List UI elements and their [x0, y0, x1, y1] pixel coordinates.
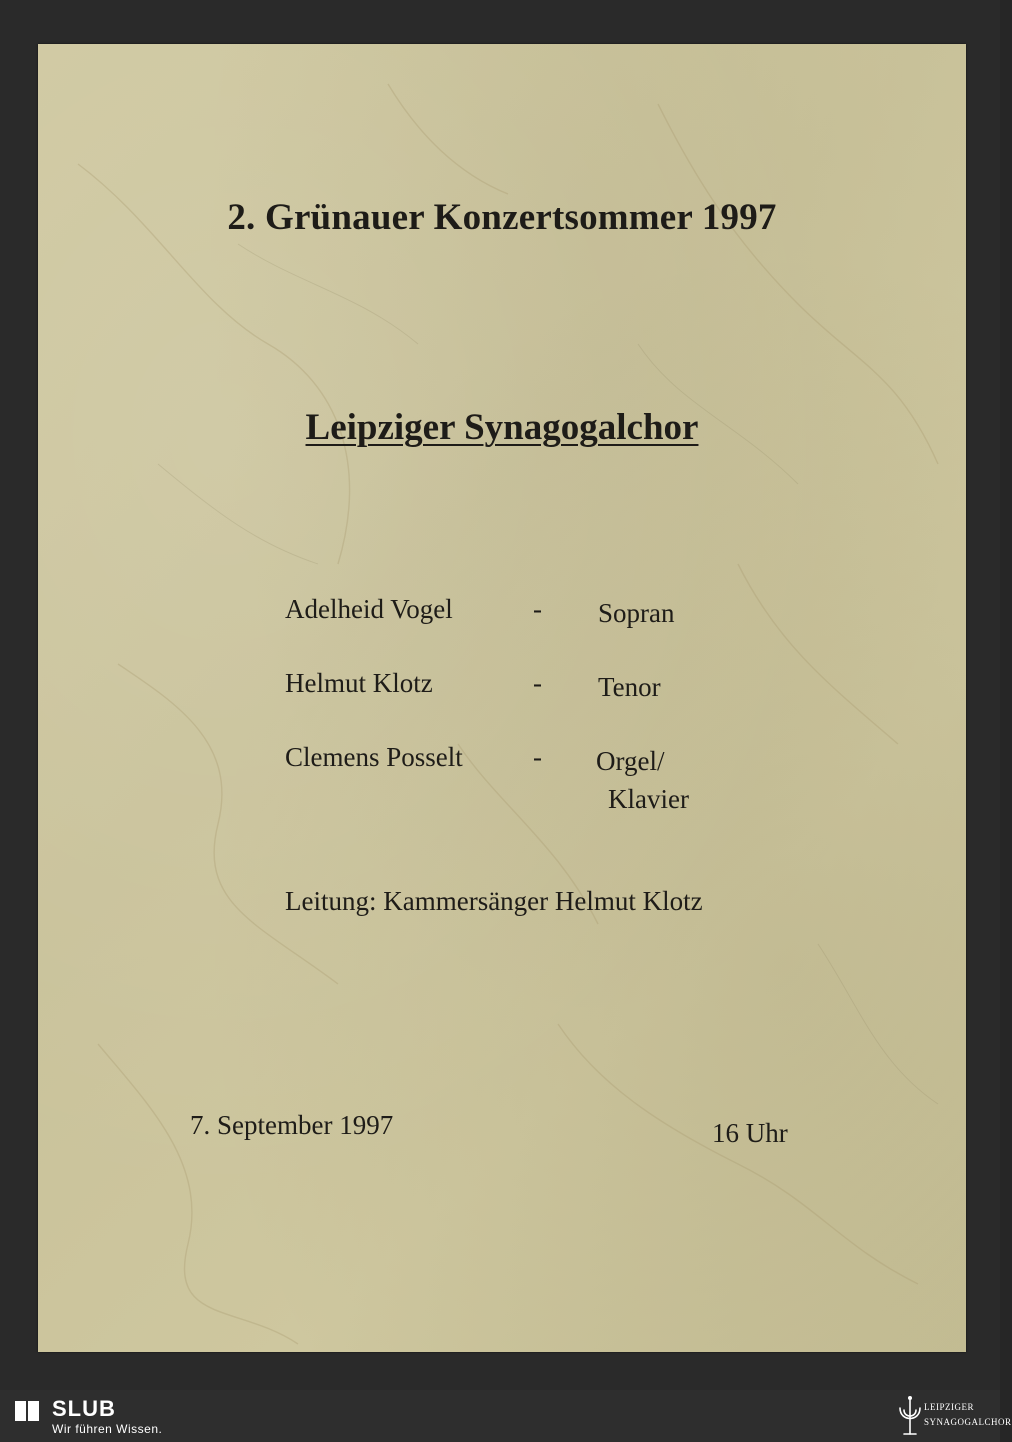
separator-dash: -: [533, 742, 542, 772]
performer-role: Tenor: [598, 672, 661, 702]
performer-list: [285, 594, 785, 816]
library-name: SLUB: [52, 1396, 116, 1421]
separator-dash: -: [533, 594, 542, 624]
performer-role: Sopran: [598, 598, 675, 628]
concert-series-title: 2. Grünauer Konzertsommer 1997: [227, 197, 777, 238]
performer-name: Adelheid Vogel: [285, 594, 453, 624]
concert-date: 7. September 1997: [190, 1110, 394, 1140]
separator-dash: -: [533, 668, 542, 698]
program-sheet: [38, 44, 966, 1352]
concert-time: 16 Uhr: [712, 1118, 788, 1148]
footer-bar: [0, 1390, 1012, 1442]
library-tagline: Wir führen Wissen.: [52, 1422, 163, 1436]
choir-name: Leipziger Synagogalchor: [305, 407, 699, 448]
slub-logo-icon: [14, 1398, 40, 1424]
choir-wordmark-line: SYNAGOGALCHOR: [924, 1417, 1012, 1427]
performer-name: Helmut Klotz: [285, 668, 433, 698]
performer-row: [285, 742, 785, 816]
performer-role-line: Klavier: [608, 784, 689, 814]
performer-row: [285, 594, 785, 668]
conductor-line: Leitung: Kammersänger Helmut Klotz: [285, 886, 703, 916]
choir-wordmark: [924, 1400, 1012, 1430]
performer-row: [285, 668, 785, 742]
menorah-logo-icon: [896, 1394, 924, 1438]
performer-role: [596, 742, 689, 818]
performer-name: Clemens Posselt: [285, 742, 463, 772]
choir-wordmark-line: LEIPZIGER: [924, 1402, 974, 1412]
performer-role-line: Orgel/: [596, 746, 665, 776]
